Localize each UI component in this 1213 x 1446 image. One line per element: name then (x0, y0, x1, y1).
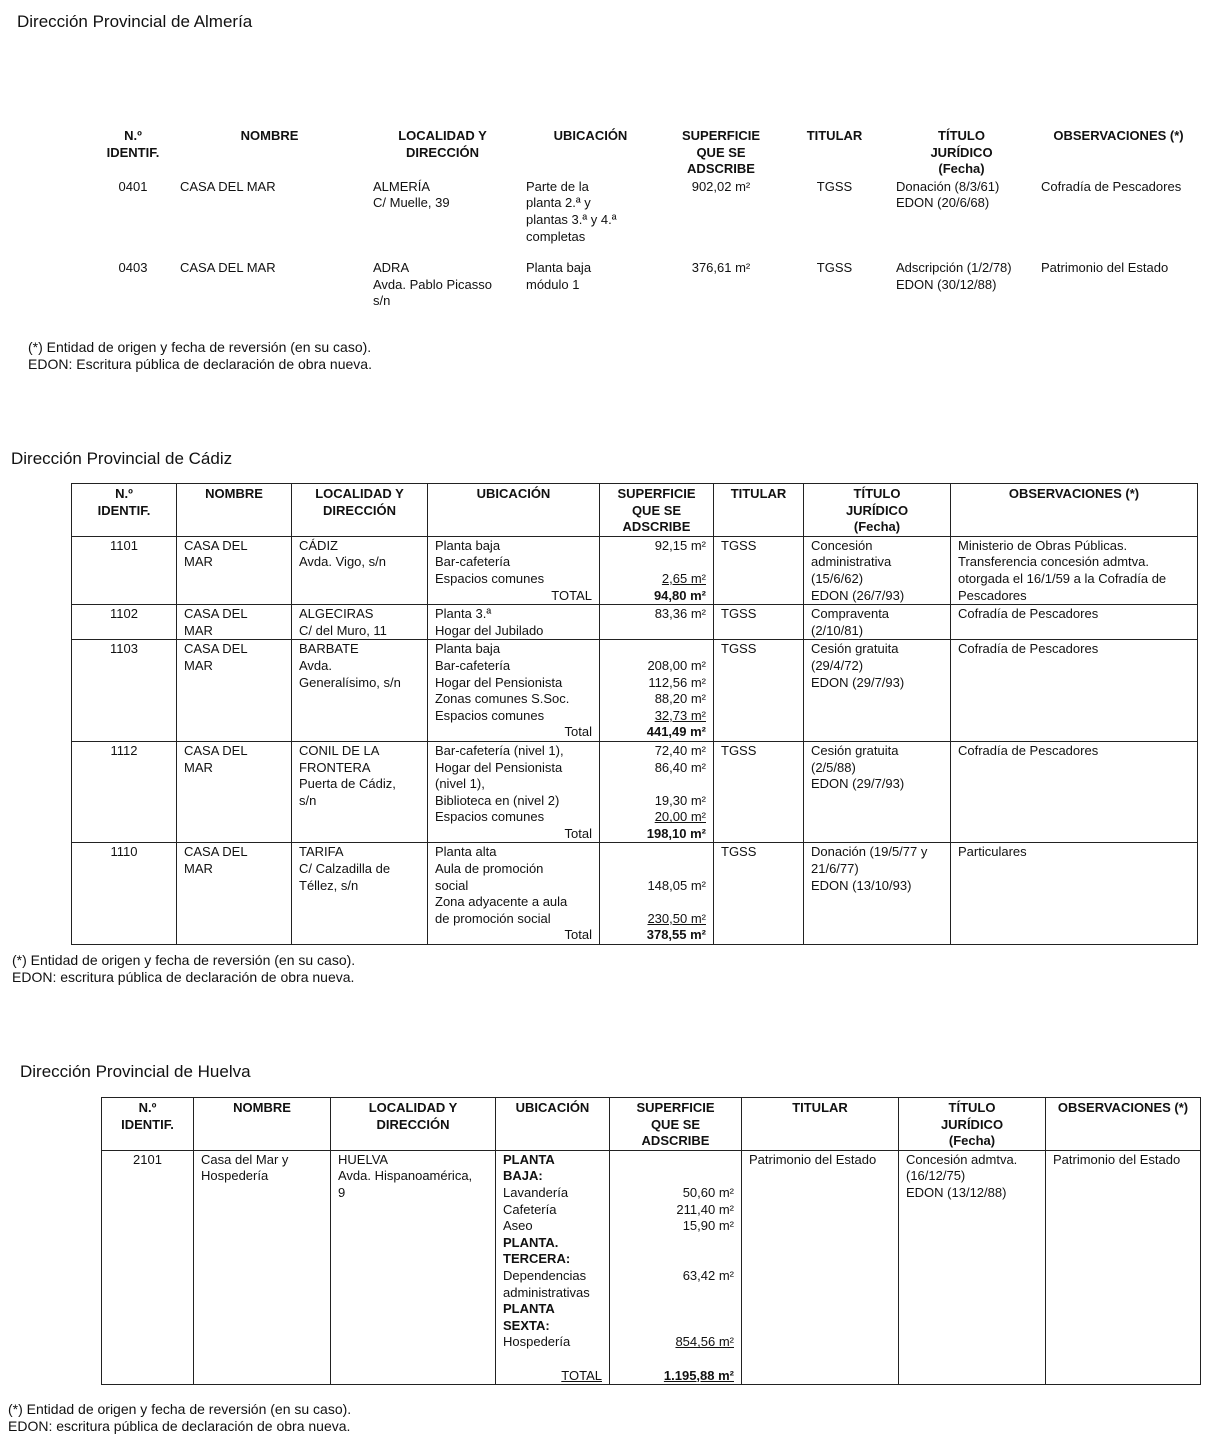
cell-id (72, 536, 177, 604)
titular-value: TGSS (816, 260, 853, 276)
superficie-line: 441,49 m² (646, 724, 706, 740)
superficie-line: 86,40 m² (654, 759, 706, 775)
cell-nombre (177, 843, 292, 945)
id-value: 1103 (110, 641, 138, 657)
nombre-line: MAR (184, 861, 213, 877)
ubicacion-line: Aula de promoción (435, 861, 544, 877)
superficie-line: 19,30 m² (654, 792, 706, 808)
cell-observaciones (951, 741, 1198, 843)
cell-localidad (366, 178, 519, 259)
ubicacion-line: Espacios comunes (435, 707, 545, 723)
id-value: 1110 (110, 844, 138, 860)
ubicacion-line: Hogar del Pensionista (435, 759, 563, 775)
almeria-table (93, 126, 1203, 324)
ubicacion-line: plantas 3.ª y 4.ª (526, 211, 617, 227)
ubicacion-line: social (435, 877, 469, 893)
cell-superficie (600, 605, 714, 640)
header-observaciones: OBSERVACIONES (*) (951, 484, 1198, 537)
localidad-line: Puerta de Cádiz, (299, 776, 396, 792)
ubicacion-line: Planta alta (435, 844, 497, 860)
superficie-line (617, 1168, 734, 1185)
ubicacion-line: Biblioteca en (nivel 2) (435, 792, 560, 808)
cell-titular (742, 1150, 899, 1384)
titulo-line: EDON (29/7/93) (811, 674, 905, 690)
cell-nombre (173, 259, 366, 324)
titulo-line: EDON (29/7/93) (811, 776, 905, 792)
superficie-line: 32,73 m² (654, 707, 706, 723)
localidad-line: FRONTERA (299, 759, 371, 775)
nombre-line: CASA DEL (184, 844, 248, 860)
ubicacion-line: Planta 3.ª (435, 606, 492, 622)
cell-superficie (600, 741, 714, 843)
titular-value: TGSS (721, 742, 757, 758)
note-edon: EDON: Escritura pública de declaración de obra nueva. (28, 356, 372, 372)
huelva-table (101, 1097, 1201, 1385)
superficie-line: 378,55 m² (646, 927, 706, 943)
nombre-line: CASA DEL (184, 742, 248, 758)
cell-titulo (804, 843, 951, 945)
header-superficie: SUPERFICIE QUE SE ADSCRIBE (681, 128, 760, 177)
localidad-line: CÁDIZ (299, 537, 338, 553)
cell-observaciones (951, 536, 1198, 604)
ubicacion-line: Bar-cafetería (435, 554, 511, 570)
cadiz-table (71, 483, 1198, 945)
note-asterisk: (*) Entidad de origen y fecha de reversión (en su caso). (12, 952, 356, 968)
header-nombre: NOMBRE (194, 1098, 331, 1151)
superficie-line: 94,80 m² (653, 587, 706, 603)
superficie-line: 1.195,88 m² (663, 1367, 734, 1383)
ubicacion-line: Zona adyacente a aula (435, 894, 568, 910)
ubicacion-line: TOTAL (561, 1367, 602, 1383)
ubicacion-line: (nivel 1), (435, 776, 485, 792)
ubicacion-line: Dependencias (503, 1267, 587, 1283)
cell-localidad (292, 536, 428, 604)
localidad-line: Avda. Vigo, s/n (299, 554, 386, 570)
cell-superficie (662, 259, 780, 324)
cell-observaciones (1034, 259, 1203, 324)
superficie-line (617, 1251, 734, 1268)
titular-value: TGSS (721, 537, 757, 553)
nombre-line: CASA DEL MAR (180, 260, 276, 276)
huelva-body (102, 1150, 1201, 1384)
observaciones-line: Cofradía de Pescadores (958, 641, 1099, 657)
nombre-line: MAR (184, 554, 213, 570)
titulo-line: (2/5/88) (811, 759, 856, 775)
cell-titular (780, 178, 889, 259)
superficie-line: 112,56 m² (648, 674, 706, 690)
titular-value: TGSS (721, 606, 757, 622)
header-ubicacion: UBICACIÓN (428, 484, 600, 537)
table-row (72, 536, 1198, 604)
huelva-notes (8, 1401, 351, 1435)
titulo-line: Concesión (811, 537, 873, 553)
table-row (72, 640, 1198, 742)
superficie-line (607, 641, 706, 658)
observaciones-line: Cofradía de Pescadores (958, 742, 1099, 758)
header-titular: TITULAR (742, 1098, 899, 1151)
superficie-line: 20,00 m² (654, 809, 706, 825)
superficie-line (607, 894, 706, 911)
superficie-line: 63,42 m² (682, 1267, 734, 1283)
observaciones-line: Cofradía de Pescadores (1041, 178, 1182, 194)
cell-ubicacion (428, 536, 600, 604)
note-asterisk: (*) Entidad de origen y fecha de reversión (en su caso). (28, 339, 372, 355)
header-localidad: LOCALIDAD Y DIRECCIÓN (331, 1098, 496, 1151)
cell-titulo (899, 1150, 1046, 1384)
nombre-line: CASA DEL (184, 606, 248, 622)
cell-id (102, 1150, 194, 1384)
header-nombre: NOMBRE (177, 484, 292, 537)
titular-value: TGSS (816, 178, 853, 194)
almeria-body (93, 178, 1203, 324)
header-localidad: LOCALIDAD Y DIRECCIÓN (292, 484, 428, 537)
localidad-line: Téllez, s/n (299, 877, 359, 893)
cell-superficie (600, 843, 714, 945)
id-value: 0401 (118, 178, 148, 194)
cell-ubicacion (428, 843, 600, 945)
ubicacion-line: Planta baja (526, 260, 592, 276)
cell-superficie (610, 1150, 742, 1384)
header-titulo: TÍTULO JURÍDICO (Fecha) (804, 484, 951, 537)
cell-titular (714, 843, 804, 945)
cell-localidad (366, 259, 519, 324)
cell-ubicacion (428, 640, 600, 742)
localidad-line: Avda. Pablo Picasso (373, 276, 492, 292)
cell-titular (714, 536, 804, 604)
cell-titular (714, 605, 804, 640)
superficie-line: 376,61 m² (691, 260, 751, 276)
observaciones-line: Transferencia concesión admtva. (958, 554, 1150, 570)
observaciones-line: Particulares (958, 844, 1027, 860)
localidad-line: CONIL DE LA (299, 742, 380, 758)
superficie-line (607, 844, 706, 861)
ubicacion-line: SEXTA: (503, 1317, 550, 1333)
localidad-line: C/ del Muro, 11 (299, 622, 387, 638)
ubicacion-line: PLANTA (503, 1151, 555, 1167)
cell-nombre (173, 178, 366, 259)
cell-superficie (600, 640, 714, 742)
header-superficie: SUPERFICIE QUE SE ADSCRIBE (610, 1098, 742, 1151)
cadiz-heading: Dirección Provincial de Cádiz (11, 449, 233, 468)
titular-value: Patrimonio del Estado (749, 1151, 877, 1167)
ubicacion-line: Zonas comunes S.Soc. (435, 691, 570, 707)
cell-nombre (177, 640, 292, 742)
ubicacion-line: administrativas (503, 1284, 590, 1300)
ubicacion-line (503, 1351, 602, 1368)
ubicacion-line: Bar-cafetería (nivel 1), (435, 742, 564, 758)
table-row (93, 178, 1203, 259)
cell-observaciones (1046, 1150, 1201, 1384)
almeria-header-row (93, 126, 1203, 178)
table-row (72, 741, 1198, 843)
header-observaciones: OBSERVACIONES (*) (1053, 128, 1184, 143)
titulo-line: EDON (30/12/88) (896, 276, 997, 292)
ubicacion-line: completas (526, 228, 586, 244)
table-row (102, 1150, 1201, 1384)
cell-observaciones (951, 843, 1198, 945)
superficie-line: 88,20 m² (654, 691, 706, 707)
ubicacion-line: PLANTA. (503, 1234, 559, 1250)
nombre-line: MAR (184, 622, 213, 638)
localidad-line: TARIFA (299, 844, 344, 860)
superficie-line: 148,05 m² (647, 877, 706, 893)
superficie-line (617, 1301, 734, 1318)
superficie-line: 208,00 m² (647, 657, 706, 673)
localidad-line: HUELVA (338, 1151, 389, 1167)
cell-id (72, 640, 177, 742)
superficie-line (617, 1285, 734, 1302)
localidad-line: BARBATE (299, 641, 359, 657)
nombre-line: CASA DEL (184, 641, 248, 657)
observaciones-line: otorgada el 16/1/59 a la Cofradía de (958, 570, 1167, 586)
localidad-line: C/ Calzadilla de (299, 861, 391, 877)
ubicacion-line: Lavandería (503, 1184, 569, 1200)
observaciones-line: Patrimonio del Estado (1053, 1151, 1181, 1167)
cell-localidad (292, 843, 428, 945)
titulo-line: administrativa (811, 554, 892, 570)
ubicacion-line: Espacios comunes (435, 570, 545, 586)
localidad-line: C/ Muelle, 39 (373, 195, 450, 211)
titulo-line: (29/4/72) (811, 657, 864, 673)
superficie-line: 198,10 m² (646, 825, 706, 841)
table-row (72, 843, 1198, 945)
cell-observaciones (1034, 178, 1203, 259)
cell-localidad (331, 1150, 496, 1384)
cell-titulo (804, 536, 951, 604)
ubicacion-line: Planta baja (435, 641, 501, 657)
ubicacion-line: TOTAL (551, 587, 592, 603)
superficie-line: 230,50 m² (647, 910, 706, 926)
almeria-notes (28, 339, 372, 373)
almeria-heading: Dirección Provincial de Almería (17, 12, 253, 31)
nombre-line: CASA DEL MAR (180, 178, 276, 194)
cell-id (93, 259, 173, 324)
localidad-line: ADRA (373, 260, 410, 276)
ubicacion-line: planta 2.ª y (526, 195, 591, 211)
superficie-line (617, 1318, 734, 1335)
cell-ubicacion (519, 178, 662, 259)
cell-observaciones (951, 605, 1198, 640)
cell-nombre (177, 536, 292, 604)
cell-titular (780, 259, 889, 324)
superficie-line (617, 1351, 734, 1368)
ubicacion-line: módulo 1 (526, 276, 580, 292)
ubicacion-line: Total (564, 724, 592, 740)
cell-titulo (889, 178, 1034, 259)
cell-titulo (804, 741, 951, 843)
titulo-line: Cesión gratuita (811, 641, 899, 657)
superficie-line: 72,40 m² (654, 742, 706, 758)
cell-ubicacion (519, 259, 662, 324)
ubicacion-line: de promoción social (435, 910, 551, 926)
header-nombre: NOMBRE (240, 128, 299, 143)
ubicacion-line: Hospedería (503, 1334, 571, 1350)
titular-value: TGSS (721, 844, 757, 860)
table-row (72, 605, 1198, 640)
localidad-line: s/n (299, 792, 317, 808)
header-superficie: SUPERFICIE QUE SE ADSCRIBE (600, 484, 714, 537)
localidad-line: s/n (373, 293, 391, 309)
id-value: 1112 (110, 742, 138, 758)
cell-localidad (292, 741, 428, 843)
nombre-line: MAR (184, 759, 213, 775)
titulo-line: (2/10/81) (811, 622, 864, 638)
superficie-line: 92,15 m² (654, 537, 706, 553)
observaciones-line: Patrimonio del Estado (1041, 260, 1169, 276)
nombre-line: CASA DEL (184, 537, 248, 553)
cell-titular (714, 640, 804, 742)
cell-observaciones (951, 640, 1198, 742)
header-titular: TITULAR (806, 128, 863, 143)
nombre-line: Hospedería (201, 1168, 269, 1184)
ubicacion-line: Hogar del Pensionista (435, 674, 563, 690)
superficie-line: 211,40 m² (676, 1201, 734, 1217)
cell-localidad (292, 605, 428, 640)
cell-id (72, 605, 177, 640)
cadiz-notes (12, 952, 355, 986)
localidad-line: Generalísimo, s/n (299, 674, 401, 690)
localidad-line: Avda. (299, 657, 333, 673)
superficie-line: 83,36 m² (654, 606, 706, 622)
ubicacion-line: Planta baja (435, 537, 501, 553)
superficie-line: 2,65 m² (661, 570, 706, 586)
header-ubicacion: UBICACIÓN (496, 1098, 610, 1151)
cell-nombre (194, 1150, 331, 1384)
id-value: 1102 (110, 606, 138, 622)
table-row (93, 259, 1203, 324)
id-value: 0403 (118, 260, 148, 276)
note-asterisk: (*) Entidad de origen y fecha de reversión (en su caso). (8, 1401, 352, 1417)
localidad-line: ALMERÍA (373, 178, 431, 194)
nombre-line: Casa del Mar y (201, 1151, 289, 1167)
localidad-line: 9 (338, 1184, 346, 1200)
titulo-line: (16/12/75) (906, 1168, 966, 1184)
superficie-line (607, 776, 706, 793)
titulo-line: 21/6/77) (811, 861, 859, 877)
cell-nombre (177, 741, 292, 843)
ubicacion-line: TERCERA: (503, 1251, 571, 1267)
header-id: N.º IDENTIF. (102, 1098, 194, 1151)
ubicacion-line: Total (564, 825, 592, 841)
nombre-line: MAR (184, 657, 213, 673)
ubicacion-line: BAJA: (503, 1168, 543, 1184)
localidad-line: ALGECIRAS (299, 606, 374, 622)
observaciones-line: Pescadores (958, 587, 1027, 603)
note-edon: EDON: escritura pública de declaración de obra nueva. (12, 969, 355, 985)
localidad-line: Avda. Hispanoamérica, (338, 1168, 473, 1184)
superficie-line: 50,60 m² (682, 1184, 734, 1200)
cadiz-body (72, 536, 1198, 944)
titulo-line: Adscripción (1/2/78) (896, 260, 1012, 276)
ubicacion-line: PLANTA (503, 1301, 555, 1317)
titulo-line: (15/6/62) (811, 570, 864, 586)
id-value: 2101 (133, 1151, 162, 1167)
header-titular: TITULAR (714, 484, 804, 537)
cell-ubicacion (428, 741, 600, 843)
superficie-line: 902,02 m² (691, 178, 751, 194)
ubicacion-line: Bar-cafetería (435, 657, 511, 673)
cell-localidad (292, 640, 428, 742)
cell-titular (714, 741, 804, 843)
cell-ubicacion (428, 605, 600, 640)
superficie-line (617, 1235, 734, 1252)
cell-superficie (662, 178, 780, 259)
superficie-line (607, 861, 706, 878)
header-id: N.º IDENTIF. (106, 128, 160, 160)
titulo-line: EDON (13/12/88) (906, 1184, 1007, 1200)
titulo-line: Donación (8/3/61) (896, 178, 1000, 194)
cell-titulo (804, 605, 951, 640)
observaciones-line: Cofradía de Pescadores (958, 606, 1099, 622)
titulo-line: Cesión gratuita (811, 742, 899, 758)
id-value: 1101 (110, 537, 138, 553)
ubicacion-line: Hogar del Jubilado (435, 622, 544, 638)
ubicacion-line: Aseo (503, 1218, 533, 1234)
titulo-line: Concesión admtva. (906, 1151, 1018, 1167)
note-edon: EDON: escritura pública de declaración de obra nueva. (8, 1418, 351, 1434)
titular-value: TGSS (721, 641, 757, 657)
cell-nombre (177, 605, 292, 640)
cell-titulo (804, 640, 951, 742)
header-observaciones: OBSERVACIONES (*) (1046, 1098, 1201, 1151)
observaciones-line: Ministerio de Obras Públicas. (958, 537, 1128, 553)
superficie-line: 854,56 m² (675, 1334, 734, 1350)
ubicacion-line: Espacios comunes (435, 809, 545, 825)
cell-ubicacion (496, 1150, 610, 1384)
ubicacion-line: Cafetería (503, 1201, 557, 1217)
cell-titulo (889, 259, 1034, 324)
header-titulo: TÍTULO JURÍDICO (Fecha) (930, 128, 993, 177)
header-localidad: LOCALIDAD Y DIRECCIÓN (398, 128, 487, 160)
cell-id (93, 178, 173, 259)
header-id: N.º IDENTIF. (72, 484, 177, 537)
cell-id (72, 741, 177, 843)
titulo-line: Donación (19/5/77 y (811, 844, 928, 860)
huelva-heading: Dirección Provincial de Huelva (20, 1062, 251, 1081)
titulo-line: EDON (26/7/93) (811, 587, 905, 603)
superficie-line: 15,90 m² (682, 1218, 734, 1234)
header-titulo: TÍTULO JURÍDICO (Fecha) (899, 1098, 1046, 1151)
titulo-line: EDON (13/10/93) (811, 877, 912, 893)
ubicacion-line: Total (564, 927, 592, 943)
cadiz-header-row (72, 484, 1198, 537)
superficie-line (607, 554, 706, 571)
header-ubicacion: UBICACIÓN (553, 128, 628, 143)
titulo-line: Compraventa (811, 606, 890, 622)
ubicacion-line: Parte de la (526, 178, 589, 194)
cell-id (72, 843, 177, 945)
cell-superficie (600, 536, 714, 604)
titulo-line: EDON (20/6/68) (896, 195, 990, 211)
superficie-line (617, 1152, 734, 1169)
huelva-header-row (102, 1098, 1201, 1151)
